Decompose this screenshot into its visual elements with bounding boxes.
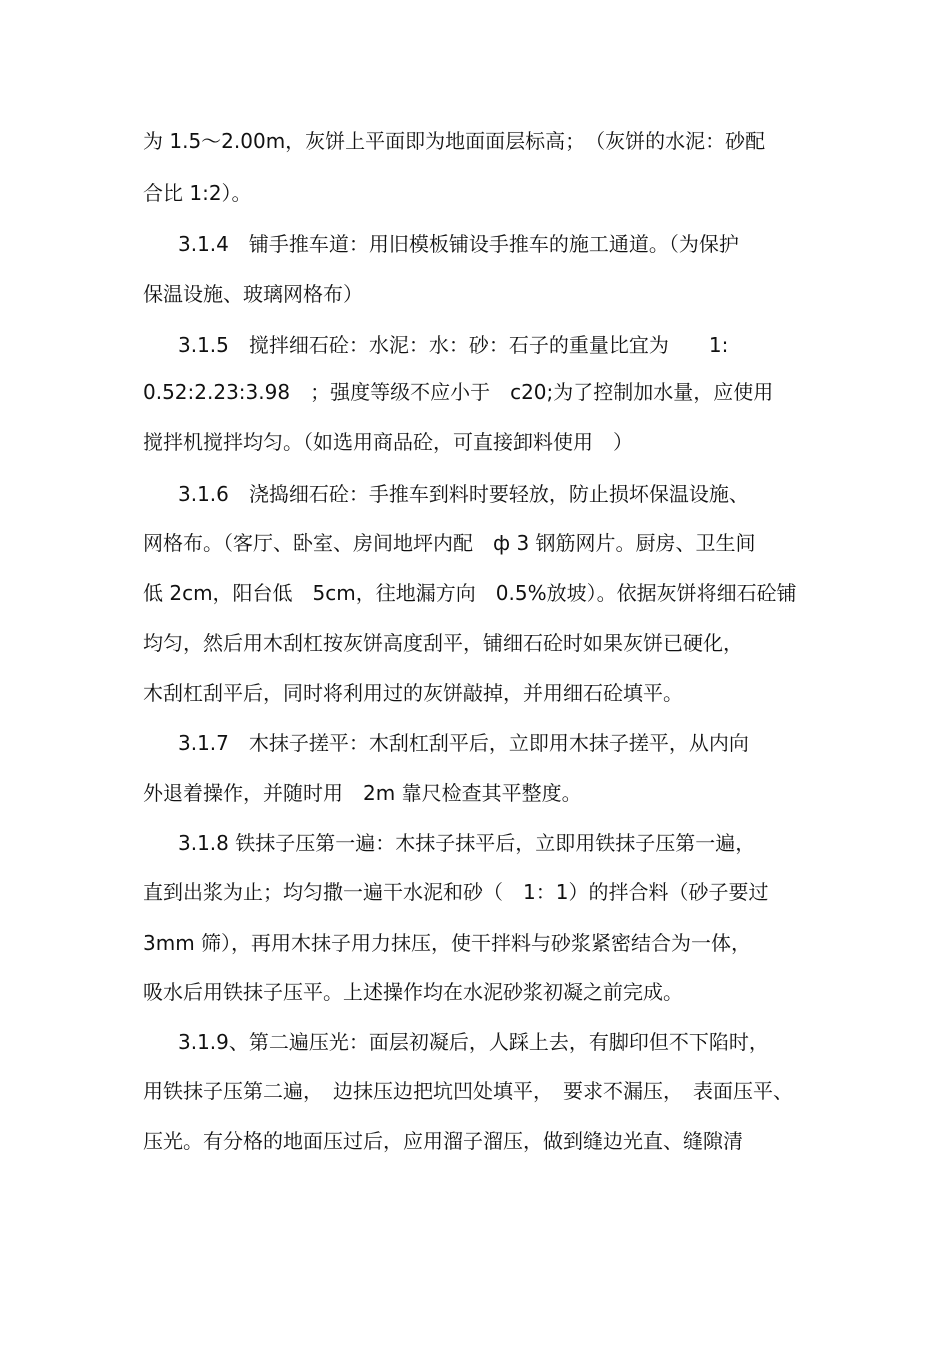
section-heading-3-1-8: 3.1.8 铁抹子压第一遍：木抹子抹平后，立即用铁抹子压第一遍，: [178, 831, 756, 855]
section-heading-3-1-9: 3.1.9、第二遍压光：面层初凝后，人踩上去，有脚印但不下陷时，: [178, 1030, 769, 1054]
text-line: 保温设施、玻璃网格布）: [143, 282, 363, 306]
text-line: 搅拌机搅拌均匀。（如选用商品砼，可直接卸料使用 ）: [143, 430, 633, 454]
text-line: 用铁抹子压第二遍， 边抹压边把坑凹处填平， 要求不漏压， 表面压平、: [143, 1079, 793, 1103]
text-line: 为 1.5～2.00m，灰饼上平面即为地面面层标高； （灰饼的水泥：砂配: [143, 129, 766, 153]
text-line: 网格布。（客厅、卧室、房间地坪内配 ф 3 钢筋网片。厨房、卫生间: [143, 531, 756, 555]
text-line: 压光。有分格的地面压过后，应用溜子溜压，做到缝边光直、缝隙清: [143, 1129, 743, 1153]
section-heading-3-1-4: 3.1.4 铺手推车道：用旧模板铺设手推车的施工通道。（为保护: [178, 232, 739, 256]
section-heading-3-1-7: 3.1.7 木抹子搓平：木刮杠刮平后，立即用木抹子搓平，从内向: [178, 731, 749, 755]
text-line: 木刮杠刮平后，同时将利用过的灰饼敲掉，并用细石砼填平。: [143, 681, 683, 705]
text-line: 均匀，然后用木刮杠按灰饼高度刮平，铺细石砼时如果灰饼已硬化，: [143, 631, 743, 655]
section-heading-3-1-6: 3.1.6 浇捣细石砼：手推车到料时要轻放，防止损坏保温设施、: [178, 482, 749, 506]
text-line: 0.52:2.23:3.98 ；强度等级不应小于 c20;为了控制加水量，应使用: [143, 380, 774, 404]
text-line: 吸水后用铁抹子压平。上述操作均在水泥砂浆初凝之前完成。: [143, 980, 683, 1004]
text-line: 低 2cm，阳台低 5cm，往地漏方向 0.5%放坡）。依据灰饼将细石砼铺: [143, 581, 797, 605]
text-line: 3mm 筛），再用木抹子用力抹压，使干拌料与砂浆紧密结合为一体，: [143, 931, 752, 955]
text-line: 外退着操作，并随时用 2m 靠尺检查其平整度。: [143, 781, 582, 805]
text-line: 直到出浆为止；均匀撒一遍干水泥和砂（ 1：1）的拌合料（砂子要过: [143, 880, 769, 904]
section-heading-3-1-5: 3.1.5 搅拌细石砼：水泥：水：砂：石子的重量比宜为 1:: [178, 333, 729, 357]
text-line: 合比 1:2）。: [143, 181, 252, 205]
